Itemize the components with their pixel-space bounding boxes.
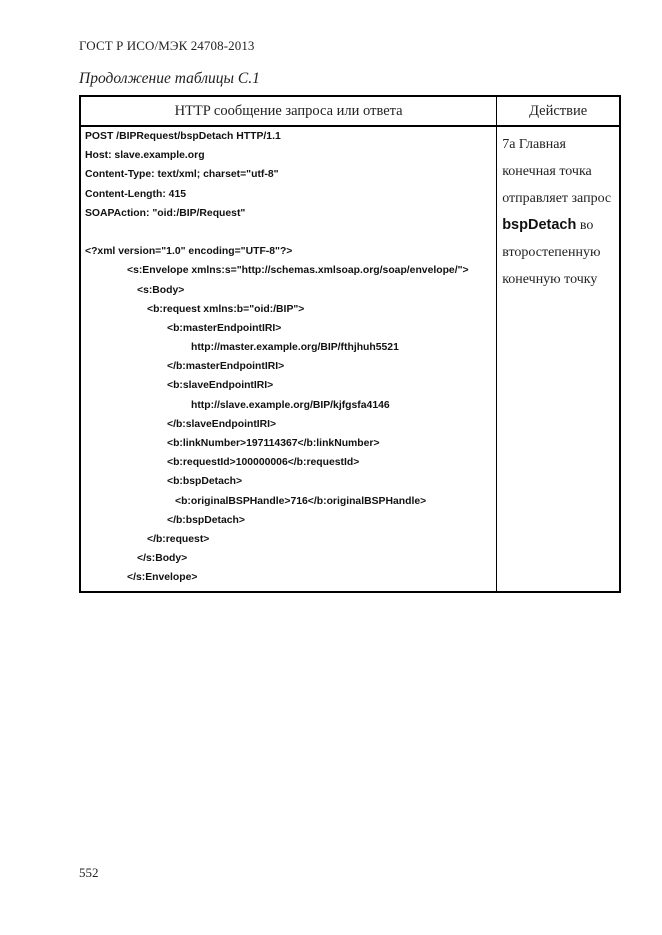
code-line: http://slave.example.org/BIP/kjfgsfa4146 (191, 399, 390, 411)
action-cell (497, 126, 620, 592)
code-line: <b:originalBSPHandle>716</b:originalBSPHandle> (175, 495, 427, 507)
code-line: <b:requestId>100000006</b:requestId> (167, 457, 360, 469)
column-header-action: Действие (497, 96, 620, 126)
table-header-row (80, 96, 620, 126)
message-table (79, 95, 621, 593)
action-text-after: во второстепенную конечную точку (502, 218, 601, 287)
http-message-code (81, 127, 496, 591)
code-line: </b:request> (147, 533, 210, 545)
table-caption: Продолжение таблицы С.1 (79, 70, 260, 87)
code-line: Host: slave.example.org (85, 150, 205, 162)
action-keyword: bspDetach (502, 217, 577, 233)
action-text-before: 7а Главная конечная точка отправляет запрос (502, 137, 612, 206)
code-line: <b:linkNumber>197114367</b:linkNumber> (167, 438, 380, 449)
code-line: http://master.example.org/BIP/fthjhuh5521 (191, 342, 399, 354)
code-line: <b:bspDetach> (167, 476, 243, 488)
code-line: <s:Envelope xmlns:s="http://schemas.xmlsoap.org/soap/envelope/"> (127, 265, 469, 277)
document-header: ГОСТ Р ИСО/МЭК 24708-2013 (79, 38, 255, 53)
code-line: <b:request xmlns:b="oid:/BIP"> (147, 303, 305, 315)
code-line: </b:slaveEndpointIRI> (167, 418, 277, 430)
code-line (85, 226, 496, 245)
code-line: Content-Length: 415 (85, 188, 187, 200)
http-message-cell (80, 126, 497, 592)
code-line: </s:Body> (137, 553, 188, 565)
code-line: POST /BIPRequest/bspDetach HTTP/1.1 (85, 131, 281, 142)
code-line: <b:slaveEndpointIRI> (167, 380, 274, 392)
code-line: </b:masterEndpointIRI> (167, 361, 285, 373)
table-row (80, 126, 620, 592)
code-line: </s:Envelope> (127, 572, 198, 584)
code-line: <b:masterEndpointIRI> (167, 322, 282, 334)
action-description (502, 131, 619, 293)
code-line: </b:bspDetach> (167, 514, 245, 526)
code-line: SOAPAction: "oid:/BIP/Request" (85, 207, 246, 219)
code-line: Content-Type: text/xml; charset="utf-8" (85, 169, 279, 181)
page-number: 552 (79, 865, 99, 880)
column-header-message: HTTP сообщение запроса или ответа (80, 96, 497, 126)
code-line: <?xml version="1.0" encoding="UTF-8"?> (85, 246, 293, 258)
code-line: <s:Body> (137, 284, 185, 296)
